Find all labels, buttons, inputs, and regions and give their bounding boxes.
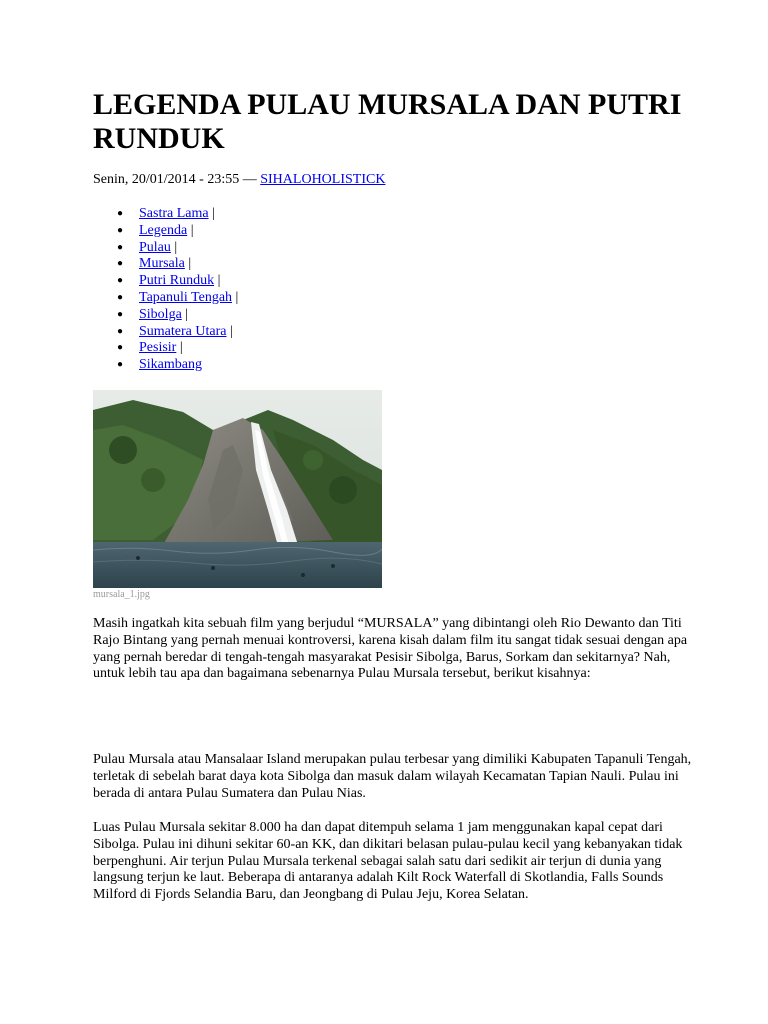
author-link[interactable]: SIHALOHOLISTICK: [260, 172, 386, 187]
tag-list: [93, 206, 238, 374]
tag-link[interactable]: Sibolga: [139, 306, 182, 322]
tag-item: [93, 307, 238, 324]
bullet-icon: ●: [117, 342, 124, 354]
paragraph-location: Pulau Mursala atau Mansalaar Island merupakan pulau terbesar yang dimiliki Kabupaten Tapanuli Tengah, terletak di sebelah barat daya kota Sibolga dan masuk dalam wilayah Kecamatan Tapian Nauli. Pulau ini berada di antara Pulau Sumatera dan Pulau Nias.: [93, 752, 692, 801]
bullet-icon: ●: [117, 241, 124, 253]
tag-link[interactable]: Tapanuli Tengah: [139, 289, 233, 305]
tag-item: [93, 340, 238, 357]
tag-link[interactable]: Pulau: [139, 239, 171, 255]
tag-link[interactable]: Legenda: [139, 222, 188, 238]
tag-separator: |: [185, 306, 189, 322]
bullet-icon: ●: [117, 275, 124, 287]
tag-item: [93, 357, 238, 374]
tag-separator: |: [212, 206, 215, 221]
tag-separator: |: [179, 340, 183, 356]
bullet-icon: ●: [117, 359, 124, 371]
bullet-icon: ●: [117, 325, 124, 337]
tag-link[interactable]: Sikambang: [139, 357, 202, 373]
bullet-icon: ●: [117, 308, 124, 320]
tag-item: [93, 290, 238, 307]
tag-item: [93, 256, 238, 273]
tag-item: [93, 223, 238, 240]
tag-link[interactable]: Mursala: [139, 256, 185, 272]
bullet-icon: ●: [117, 258, 124, 270]
tag-item: [93, 273, 238, 290]
meta-separator: —: [242, 172, 257, 187]
tag-link[interactable]: Sumatera Utara: [139, 323, 227, 339]
paragraph-area: Luas Pulau Mursala sekitar 8.000 ha dan dapat ditempuh selama 1 jam menggunakan kapal cepat dari Sibolga. Pulau ini dihuni sekitar 60-an KK, dan dikitari belasan pulau-pulau kecil yang kebanyakan tidak berpenghuni. Air terjun Pulau Mursala terkenal sebagai salah satu dari sedikit air terjun di dunia yang langsung terjun ke laut. Beberapa di antaranya adalah Kilt Rock Waterfall di Skotlandia, Falls Sounds Milford di Fjords Selandia Baru, dan Jeongbang di Pulau Jeju, Korea Selatan.: [93, 820, 683, 903]
tag-link[interactable]: Sastra Lama: [139, 206, 209, 221]
tag-separator: |: [174, 239, 178, 255]
tag-separator: |: [217, 273, 221, 289]
tag-link[interactable]: Putri Runduk: [139, 273, 215, 289]
article-title: LEGENDA PULAU MURSALA DAN PUTRI RUNDUK: [93, 88, 682, 155]
tag-link[interactable]: Pesisir: [139, 340, 177, 356]
tag-separator: |: [190, 222, 194, 238]
tag-separator: |: [188, 256, 192, 272]
waterfall-photo: [93, 390, 382, 588]
tag-separator: |: [229, 323, 233, 339]
bullet-icon: ●: [117, 208, 124, 219]
tag-item: [93, 240, 238, 257]
tag-item: [93, 206, 238, 223]
bullet-icon: ●: [117, 224, 124, 236]
bullet-icon: ●: [117, 291, 124, 303]
article-meta: [93, 171, 385, 189]
post-date: Senin, 20/01/2014 - 23:55: [93, 172, 240, 187]
tag-item: [93, 324, 238, 341]
paragraph-intro: Masih ingatkah kita sebuah film yang berjudul “MURSALA” yang dibintangi oleh Rio Dewanto dan Titi Rajo Bintang yang pernah menuai kontroversi, karena kisah dalam film itu sangat tidak sesuai dengan apa yang pernah beredar di tengah-tengah masyarakat Pesisir Sibolga, Barus, Sorkam dan sekitarnya? Nah, untuk lebih tau apa dan bagaimana sebenarnya Pulau Mursala tersebut, berikut kisahnya:: [93, 616, 688, 682]
tag-separator: |: [235, 289, 239, 305]
image-caption: mursala_1.jpg: [93, 589, 150, 600]
